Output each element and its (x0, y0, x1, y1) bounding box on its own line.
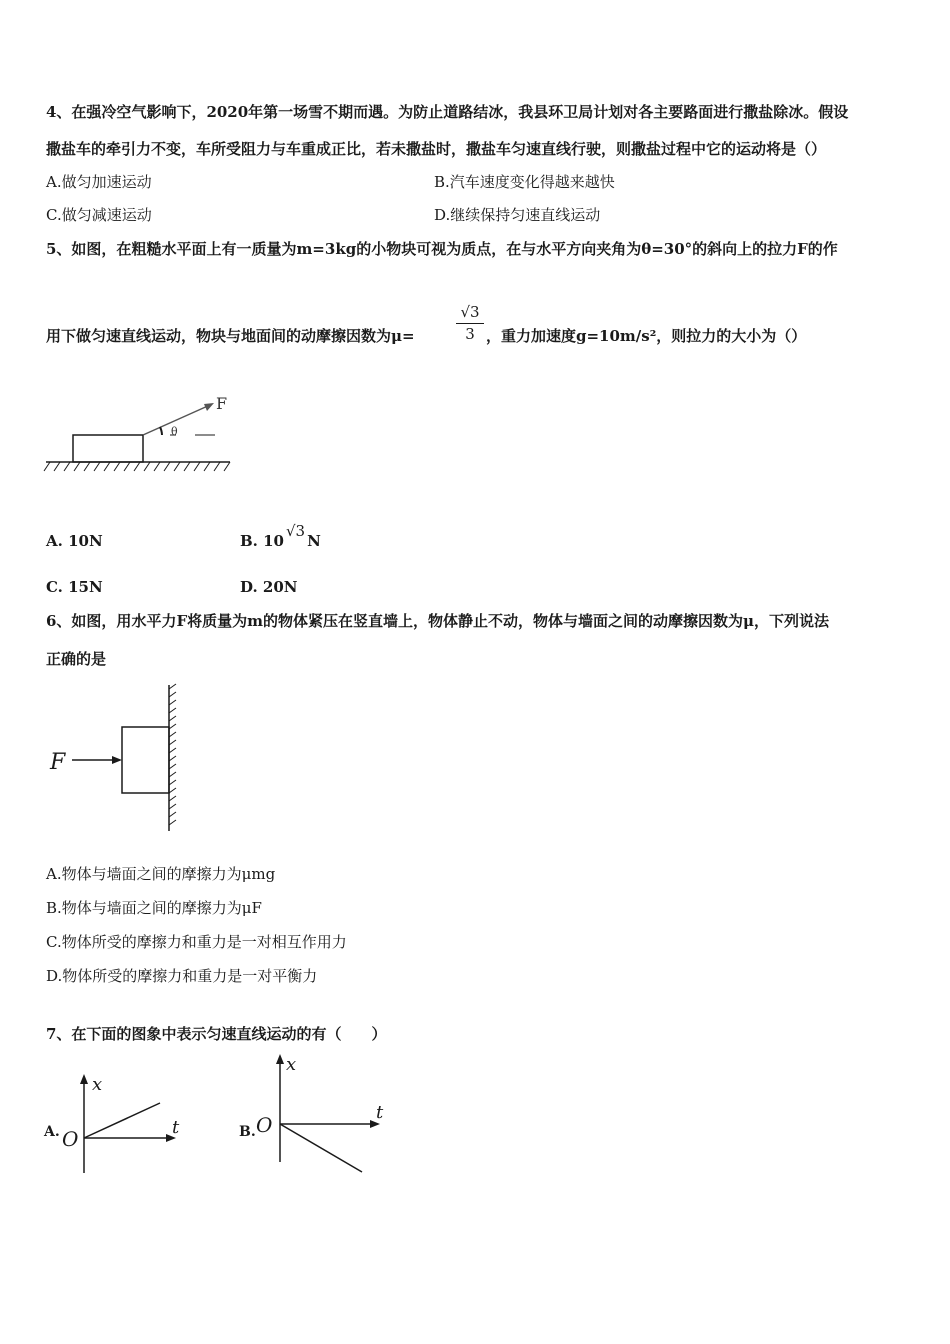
graph-b-x-label: t (376, 1102, 384, 1123)
q5-fraction-bar (456, 323, 484, 324)
q5-block-figure (40, 385, 240, 475)
graph-a-line (84, 1103, 160, 1138)
graph-b-y-arrow (276, 1054, 284, 1064)
q4-line1: 4、在强冷空气影响下，2020年第一场雪不期而遇。为防止道路结冰，我县环卫局计划对各主要路面进行撒盐除冰。假设 (46, 103, 849, 121)
q6-option-b: B.物体与墙面之间的摩擦力为μF (46, 899, 262, 917)
q6-line2: 正确的是 (46, 650, 107, 668)
angle-arc (160, 427, 162, 435)
q5-option-b-post: N (307, 532, 321, 550)
ground-hatching (44, 462, 230, 471)
q4-option-a: A.做匀加速运动 (46, 173, 152, 191)
graph-a-y-label: x (92, 1074, 103, 1095)
q5-option-b-pre: B. 10 (240, 532, 284, 550)
q6-line1: 6、如图，用水平力F将质量为m的物体紧压在竖直墙上，物体静止不动，物体与墙面之间的动摩擦因数为μ，下列说法 (46, 612, 829, 630)
block-rect (73, 435, 143, 462)
q7-line1: 7、在下面的图象中表示匀速直线运动的有（ ） (46, 1025, 387, 1043)
q6-option-a: A.物体与墙面之间的摩擦力为μmg (46, 865, 276, 883)
graph-b-origin: O (256, 1113, 273, 1137)
graph-b-label: B. (239, 1124, 256, 1140)
push-arrow-head (112, 756, 122, 764)
graph-a-origin: O (62, 1127, 79, 1151)
wall-hatching (169, 684, 176, 825)
q7-graph-a (40, 1070, 200, 1180)
q5-line1: 5、如图，在粗糙水平面上有一质量为m=3kg的小物块可视为质点，在与水平方向夹角为θ=30°的斜向上的拉力F的作 (46, 240, 838, 258)
q4-line2: 撒盐车的牵引力不变，车所受阻力与车重成正比，若未撒盐时，撒盐车匀速直线行驶，则撒盐过程中它的运动将是（） (46, 140, 827, 158)
q5-fraction-denominator: 3 (465, 325, 475, 343)
q4-option-b: B.汽车速度变化得越来越快 (434, 173, 615, 191)
q5-line2-pre: 用下做匀速直线运动，物块与地面间的动摩擦因数为μ= (46, 327, 415, 345)
object-rect (122, 727, 169, 793)
q7-graph-b (236, 1050, 396, 1180)
angle-label: θ (171, 425, 178, 438)
q5-line2-post: ，重力加速度g=10m/s²，则拉力的大小为（） (486, 327, 807, 345)
q5-option-c: C. 15N (46, 578, 103, 596)
q5-option-d: D. 20N (240, 578, 298, 596)
push-force-label: F (50, 750, 66, 775)
graph-a-label: A. (44, 1124, 60, 1140)
q5-option-b (240, 522, 321, 551)
q4-option-c: C.做匀减速运动 (46, 206, 152, 224)
q6-option-d: D.物体所受的摩擦力和重力是一对平衡力 (46, 967, 318, 985)
q5-fraction-numerator: √3 (460, 303, 480, 321)
graph-a-x-label: t (172, 1117, 180, 1138)
graph-b-y-label: x (286, 1054, 297, 1075)
q5-option-a: A. 10N (46, 532, 103, 550)
q6-option-c: C.物体所受的摩擦力和重力是一对相互作用力 (46, 933, 347, 951)
graph-b-line (280, 1124, 362, 1172)
q6-wall-figure (44, 683, 194, 838)
force-arrow-head (204, 403, 214, 411)
q5-option-b-root: √3 (286, 522, 306, 540)
graph-a-y-arrow (80, 1074, 88, 1084)
q4-option-d: D.继续保持匀速直线运动 (434, 206, 601, 224)
force-label: F (216, 394, 228, 413)
